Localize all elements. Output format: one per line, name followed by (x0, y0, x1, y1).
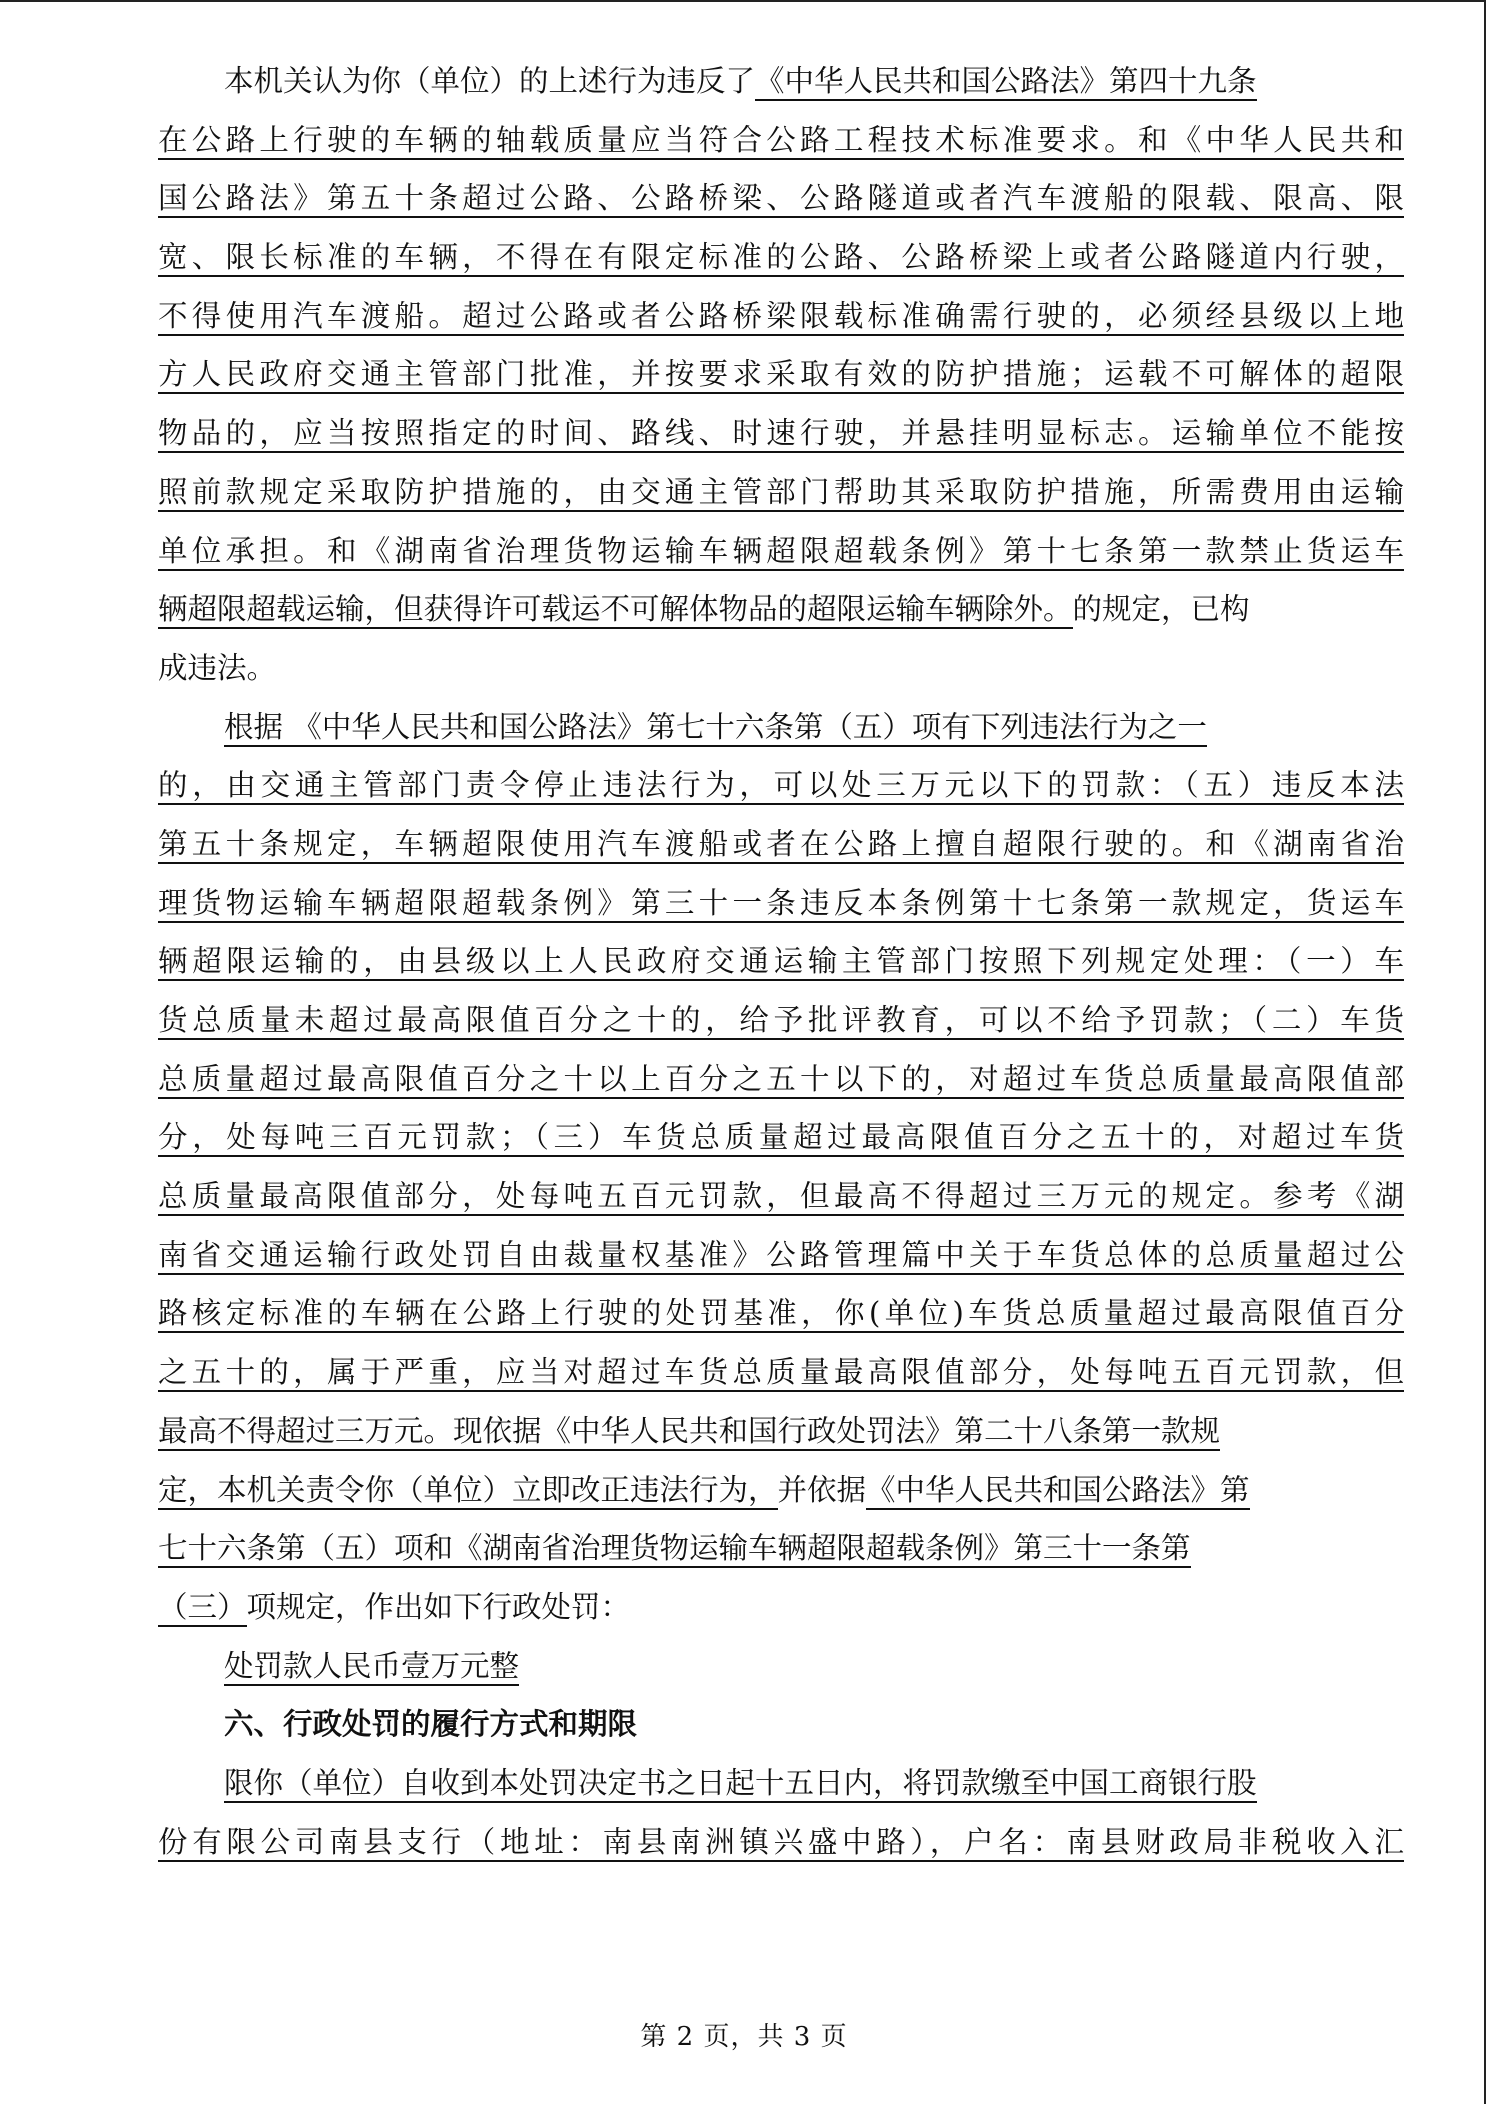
text-line: 方人民政府交通主管部门批准，并按要求采取有效的防护措施；运载不可解体的超限 (158, 345, 1404, 404)
section-heading: 六、行政处罚的履行方式和期限 (224, 1706, 638, 1742)
penalty-amount-line: 处罚款人民币壹万元整 (158, 1637, 1404, 1696)
text-line: 份有限公司南县支行（地址：南县南洲镇兴盛中路），户名：南县财政局非税收入汇 (158, 1813, 1404, 1872)
text-line: 辆超限超载运输，但获得许可载运不可解体物品的超限运输车辆除外。的规定，已构 (158, 580, 1404, 639)
text-line: 理货物运输车辆超限超载条例》第三十一条违反本条例第十七条第一款规定，货运车 (158, 874, 1404, 933)
text-line: 限你（单位）自收到本处罚决定书之日起十五日内，将罚款缴至中国工商银行股 (158, 1754, 1404, 1813)
text-line: 路核定标准的车辆在公路上行驶的处罚基准，你(单位)车货总质量超过最高限值百分 (158, 1284, 1404, 1343)
text-line: 国公路法》第五十条超过公路、公路桥梁、公路隧道或者汽车渡船的限载、限高、限 (158, 169, 1404, 228)
text-line: 总质量超过最高限值百分之十以上百分之五十以下的，对超过车货总质量最高限值部 (158, 1050, 1404, 1109)
text-line: （三）项规定，作出如下行政处罚： (158, 1578, 1404, 1637)
text-line: 单位承担。和《湖南省治理货物运输车辆超限超载条例》第十七条第一款禁止货运车 (158, 522, 1404, 581)
page-number-footer: 第 2 页，共 3 页 (640, 2022, 848, 2052)
text-line: 最高不得超过三万元。现依据《中华人民共和国行政处罚法》第二十八条第一款规 (158, 1402, 1404, 1461)
text-line: 本机关认为你（单位）的上述行为违反了《中华人民共和国公路法》第四十九条 (158, 52, 1404, 111)
text-line: 成违法。 (158, 650, 277, 685)
text-line: 在公路上行驶的车辆的轴载质量应当符合公路工程技术标准要求。和《中华人民共和 (158, 111, 1404, 170)
text-line: 之五十的，属于严重，应当对超过车货总质量最高限值部分，处每吨五百元罚款，但 (158, 1343, 1404, 1402)
text-line: 的，由交通主管部门责令停止违法行为，可以处三万元以下的罚款：（五）违反本法 (158, 756, 1404, 815)
text-line: 七十六条第（五）项和《湖南省治理货物运输车辆超限超载条例》第三十一条第 (158, 1519, 1404, 1578)
text-line: 辆超限运输的，由县级以上人民政府交通运输主管部门按照下列规定处理：（一）车 (158, 932, 1404, 991)
text-line: 总质量最高限值部分，处每吨五百元罚款，但最高不得超过三万元的规定。参考《湖 (158, 1167, 1404, 1226)
text-line: 第五十条规定，车辆超限使用汽车渡船或者在公路上擅自超限行驶的。和《湖南省治 (158, 815, 1404, 874)
document-body (158, 52, 1404, 1871)
text-line: 物品的，应当按照指定的时间、路线、时速行驶，并悬挂明显标志。运输单位不能按 (158, 404, 1404, 463)
text-line: 根据 《中华人民共和国公路法》第七十六条第（五）项有下列违法行为之一 (158, 698, 1404, 757)
text-line: 不得使用汽车渡船。超过公路或者公路桥梁限载标准确需行驶的，必须经县级以上地 (158, 287, 1404, 346)
text-line: 南省交通运输行政处罚自由裁量权基准》公路管理篇中关于车货总体的总质量超过公 (158, 1226, 1404, 1285)
text-line: 照前款规定采取防护措施的，由交通主管部门帮助其采取防护措施，所需费用由运输 (158, 463, 1404, 522)
text-line: 货总质量未超过最高限值百分之十的，给予批评教育，可以不给予罚款；（二）车货 (158, 991, 1404, 1050)
text-line: 宽、限长标准的车辆，不得在有限定标准的公路、公路桥梁上或者公路隧道内行驶， (158, 228, 1404, 287)
text-line: 分，处每吨三百元罚款；（三）车货总质量超过最高限值百分之五十的，对超过车货 (158, 1108, 1404, 1167)
text-line: 定，本机关责令你（单位）立即改正违法行为，并依据《中华人民共和国公路法》第 (158, 1461, 1404, 1520)
